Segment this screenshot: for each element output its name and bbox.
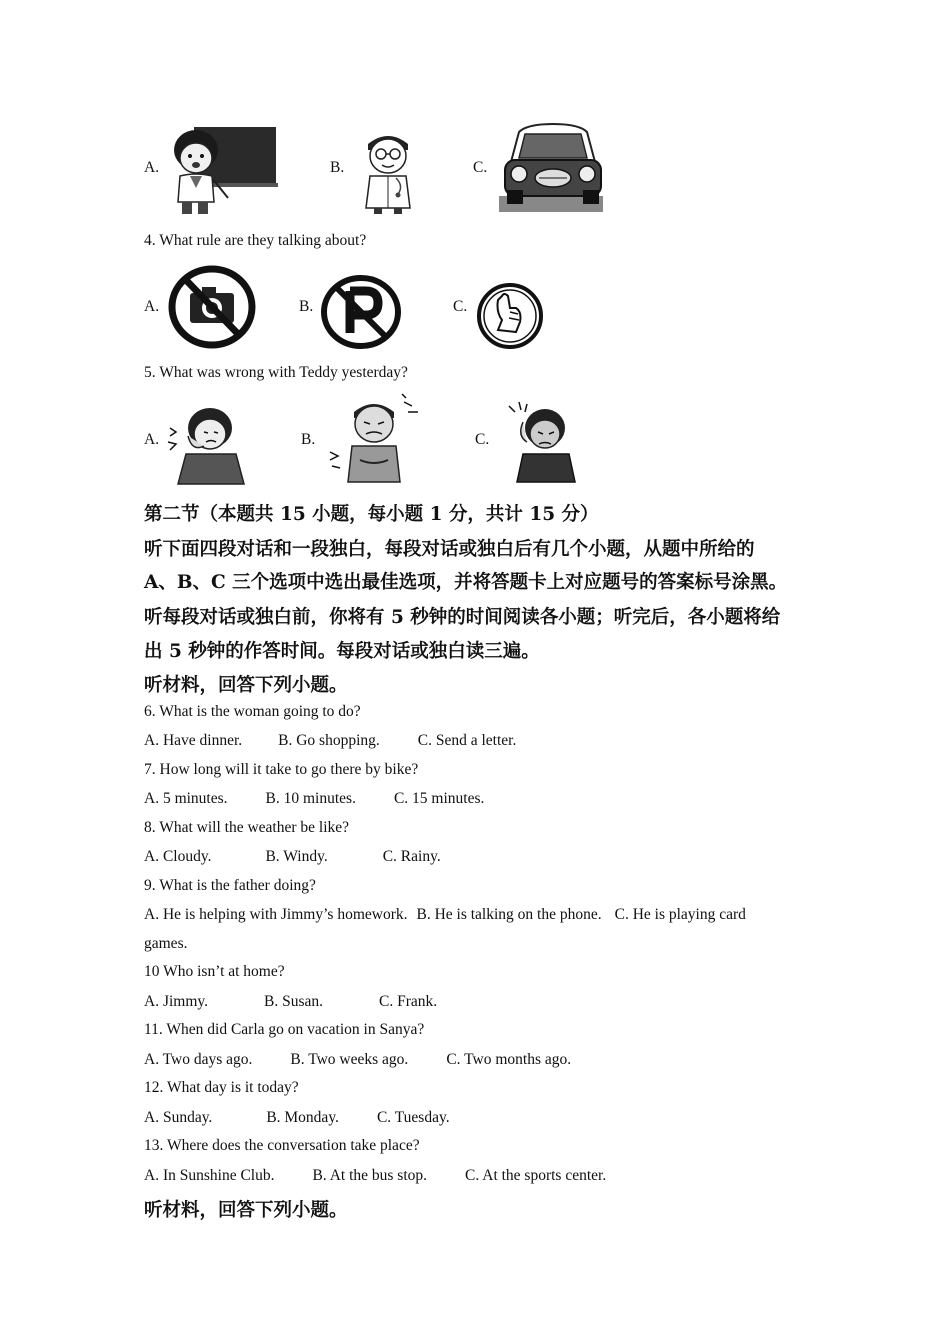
q8-options bbox=[144, 848, 441, 866]
q10-options bbox=[144, 993, 437, 1011]
q3-option-b-letter: B. bbox=[330, 159, 345, 176]
q10-option-a: A. Jimmy. bbox=[144, 993, 209, 1010]
q12-option-a: A. Sunday. bbox=[144, 1109, 213, 1126]
no-parking-icon bbox=[320, 275, 402, 349]
q7-option-a: A. 5 minutes. bbox=[144, 790, 228, 807]
q9-option-c-continued: games. bbox=[144, 935, 188, 952]
car-icon bbox=[497, 122, 609, 216]
q6-option-b: B. Go shopping. bbox=[278, 732, 380, 749]
q3-option-a-letter: A. bbox=[144, 159, 160, 176]
q11-option-b: B. Two weeks ago. bbox=[290, 1051, 409, 1068]
q13-option-b: B. At the bus stop. bbox=[312, 1167, 428, 1184]
q7-question: 7. How long will it take to go there by bike? bbox=[144, 761, 419, 778]
q8-question: 8. What will the weather be like? bbox=[144, 819, 350, 836]
no-camera-icon bbox=[168, 265, 256, 349]
q4-question: 4. What rule are they talking about? bbox=[144, 232, 367, 249]
headache-boy-icon bbox=[505, 400, 579, 484]
section2-instruction-line-4: 出 5 秒钟的作答时间。每段对话或独白读三遍。 bbox=[144, 641, 540, 662]
q9-option-c: C. He is playing card bbox=[614, 906, 746, 923]
listen-prompt-1: 听材料，回答下列小题。 bbox=[144, 675, 348, 696]
q5-option-a-letter: A. bbox=[144, 431, 160, 448]
q11-options bbox=[144, 1051, 571, 1069]
q8-option-c: C. Rainy. bbox=[382, 848, 441, 865]
q12-option-b: B. Monday. bbox=[266, 1109, 339, 1126]
q12-question: 12. What day is it today? bbox=[144, 1079, 299, 1096]
q5-question: 5. What was wrong with Teddy yesterday? bbox=[144, 364, 408, 381]
q12-option-c: C. Tuesday. bbox=[376, 1109, 450, 1126]
toothache-girl-icon bbox=[166, 402, 250, 486]
q9-option-a: A. He is helping with Jimmy’s homework. bbox=[144, 906, 408, 923]
q13-question: 13. Where does the conversation take place? bbox=[144, 1137, 420, 1154]
q4-option-c-letter: C. bbox=[453, 298, 468, 315]
listen-prompt-2: 听材料，回答下列小题。 bbox=[144, 1200, 348, 1221]
q10-option-c: C. Frank. bbox=[379, 993, 438, 1010]
q10-question: 10 Who isn’t at home? bbox=[144, 963, 285, 980]
q6-question: 6. What is the woman going to do? bbox=[144, 703, 361, 720]
teacher-at-blackboard-icon bbox=[166, 124, 278, 216]
section2-instruction-line-2: A、B、C 三个选项中选出最佳选项，并将答题卡上对应题号的答案标号涂黑。 bbox=[144, 572, 788, 593]
stomachache-boy-icon bbox=[326, 392, 424, 484]
q5-option-c-letter: C. bbox=[475, 431, 490, 448]
section2-instruction-line-1: 听下面四段对话和一段独白，每段对话或独白后有几个小题，从题中所给的 bbox=[144, 539, 755, 560]
q10-option-b: B. Susan. bbox=[264, 993, 324, 1010]
q11-question: 11. When did Carla go on vacation in Sanya? bbox=[144, 1021, 425, 1038]
q12-options bbox=[144, 1109, 450, 1127]
q11-option-c: C. Two months ago. bbox=[446, 1051, 572, 1068]
q4-option-b-letter: B. bbox=[299, 298, 314, 315]
q3-option-c-letter: C. bbox=[473, 159, 488, 176]
q13-option-c: C. At the sports center. bbox=[465, 1167, 607, 1184]
q8-option-a: A. Cloudy. bbox=[144, 848, 212, 865]
q7-options bbox=[144, 790, 484, 808]
section2-instruction-line-3: 听每段对话或独白前，你将有 5 秒钟的时间阅读各小题；听完后，各小题将给 bbox=[144, 607, 781, 628]
section2-heading: 第二节（本题共 15 小题，每小题 1 分，共计 15 分） bbox=[144, 504, 599, 525]
q7-option-c: C. 15 minutes. bbox=[393, 790, 485, 807]
q4-option-a-letter: A. bbox=[144, 298, 160, 315]
q13-option-a: A. In Sunshine Club. bbox=[144, 1167, 275, 1184]
q6-option-c: C. Send a letter. bbox=[417, 732, 517, 749]
q7-option-b: B. 10 minutes. bbox=[265, 790, 356, 807]
doctor-icon bbox=[352, 128, 424, 216]
q8-option-b: B. Windy. bbox=[265, 848, 328, 865]
q13-options bbox=[144, 1167, 606, 1185]
q11-option-a: A. Two days ago. bbox=[144, 1051, 253, 1068]
q9-question: 9. What is the father doing? bbox=[144, 877, 316, 894]
q9-option-b: B. He is talking on the phone. bbox=[416, 906, 602, 923]
q6-options bbox=[144, 732, 516, 750]
q5-option-b-letter: B. bbox=[301, 431, 316, 448]
q6-option-a: A. Have dinner. bbox=[144, 732, 243, 749]
q9-options bbox=[144, 906, 746, 924]
quiet-please-icon bbox=[476, 282, 544, 350]
